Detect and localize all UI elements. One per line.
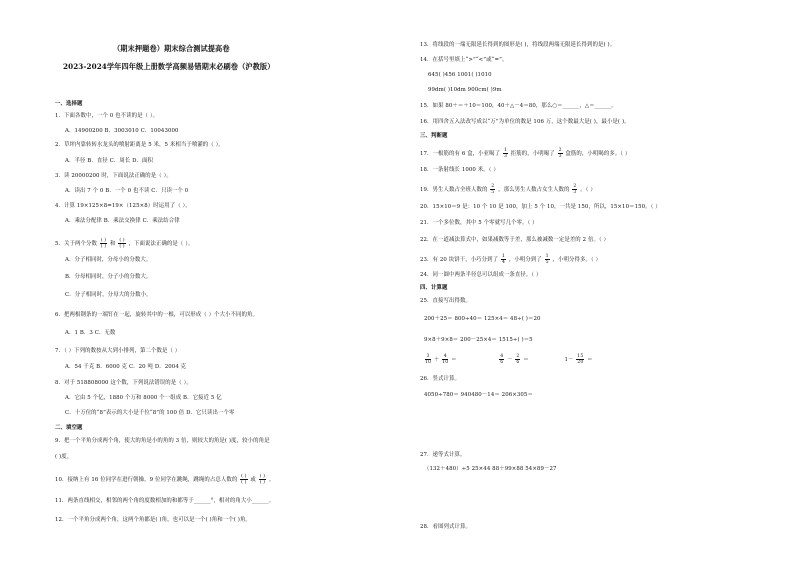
question-7: 7．（ ）下列的数按从大到小排列，第二个数是（ ） — [55, 348, 181, 354]
question-6-options: A．1 B．3 C．无数 — [65, 330, 116, 336]
blank-fraction: $\frac{( )}{( )}$ — [241, 474, 247, 485]
question-5-prefix: 5．关于两个分数 — [55, 241, 97, 247]
calc-row-1: 200＋25＝ 800÷40＝ 125×4＝ 48÷( )＝20 — [424, 316, 541, 322]
fraction-one-third: $\frac{1}{3}$ — [503, 148, 507, 159]
question-8-options-ab: A．它由 5 个亿，1880 个万和 8000 个一组成 B．它接近 5 亿 — [65, 395, 222, 401]
question-23 — [420, 254, 601, 265]
question-20: 20．15×10＝9 是：10 个 10 是 100，加上 5 个 10，一共是 150，所以，15×10＝150。（ ） — [420, 204, 661, 210]
question-24: 24．同一圆中两条半径总可以组成一条直径。（ ） — [420, 272, 542, 278]
question-17-middle: 拒筋的，小明喝了 — [510, 151, 555, 157]
fraction-one-fifth: $\frac{1}{5}$ — [545, 254, 549, 265]
question-10-or: 或 — [250, 477, 256, 483]
question-14-row-b: 99dm( )10dm 900cm( )9m — [428, 87, 502, 93]
calc-minus: － — [507, 357, 513, 363]
question-17-prefix: 17．一根筋的有 6 盒，小亚喝了 — [420, 151, 501, 157]
question-5 — [55, 238, 194, 249]
fraction-two-thirds: $\frac{2}{3}$ — [573, 184, 577, 195]
question-21: 21．一个多位数，其中 5 个零就写几个零。（ ） — [420, 220, 538, 226]
question-5-and: 和 — [109, 241, 116, 247]
question-22: 22．在一道减法算式中，如果减数等于差，那么被减数一定是差的 2 倍。（ ） — [420, 237, 610, 243]
fraction-three-tenths: $\frac{3}{10}$ — [425, 354, 432, 365]
question-4: 4．计算 19×125×8=19×（125×8）时运用了（ ）。 — [55, 203, 191, 209]
question-10-prefix: 10．接纳上有 16 位同学在进行朝操，9 位同学在跳绳，跳绳的占总人数的 — [55, 477, 238, 483]
vertical-calc-row: 4050÷780＝ 940480－14＝ 206×305＝ — [424, 392, 533, 398]
question-1-options: A．14900200 B．3003010 C．10043000 — [65, 128, 179, 134]
question-18: 18．一条射线长 1000 米。（ ） — [420, 167, 499, 173]
fraction-fifteen-twentieths: $\frac{15}{20}$ — [577, 354, 584, 365]
stepwise-calc-row: （132＋480）÷5 25×44 88＋99×88 54×89－27 — [424, 466, 557, 472]
right-column — [420, 0, 790, 562]
section-calc: 四、计算题 — [420, 285, 448, 291]
question-15: 15．如果 80＋＝＋10＝100，40＋△－4＝80，那么○＝______，△＝______。 — [420, 103, 617, 109]
calc-one: 1－ — [564, 357, 574, 363]
question-23-prefix: 23．有 20 块饼干，小巧分到了 — [420, 257, 499, 263]
calc-row-3 — [424, 354, 593, 365]
calc-equals: ＝ — [451, 357, 457, 363]
question-2: 2．草坪内靠转转水龙头的喷射距离是 5 米，5 米相当于喷灌的（ ）。 — [55, 142, 224, 148]
question-19-prefix: 19．男生人数占全班人数的 — [420, 187, 488, 193]
question-5-suffix: ，下面说法正确的是（ ）。 — [128, 241, 194, 247]
question-3-options: A．读出 7 个 0 B．一个 0 也不读 C．只读一个 0 — [65, 188, 189, 194]
question-11: 11．两条直线相交，相邻的两个角的度数相加的和都等于______°，相对的角大小______。 — [55, 498, 275, 504]
question-5-option-a: A．分子相同时，分母小的分数大。 — [65, 257, 152, 263]
left-column — [55, 0, 425, 562]
question-3: 3．读 20000200 时，下面说法正确的是（ ）。 — [55, 173, 172, 179]
question-4-options: A．乘法分配律 B．乘法交换律 C．乘法结合律 — [65, 218, 180, 224]
question-10-suffix: 。 — [268, 477, 275, 483]
fraction-four-tenths: $\frac{4}{10}$ — [442, 354, 449, 365]
question-27: 27．递等式计算。 — [420, 452, 466, 458]
question-5-option-c: C．分子相同时，分母大的分数小。 — [65, 292, 152, 298]
question-2-options: A．半径 B．直径 C．周长 D．面积 — [65, 158, 154, 164]
exam-subtitle: 2023-2024学年四年级上册数学高频易错期末必刷卷（沪教版） — [63, 62, 275, 71]
blank-fraction: $\frac{( )}{( )}$ — [100, 238, 107, 249]
question-25: 25．直接写出得数。 — [420, 298, 471, 304]
question-12: 12．一个平角分成两个角，这两个角都是( )角，也可以是一个( )角和一个( )角。 — [55, 517, 251, 523]
exam-title: （期末押题卷）期末综合测试提高卷 — [113, 44, 230, 53]
calc-equals: ＝ — [523, 357, 529, 363]
fraction-two-fifths: $\frac{2}{5}$ — [491, 184, 495, 195]
question-17-suffix: 盒筋的，小明喝的多。（ ） — [565, 151, 631, 157]
question-23-suffix: ，小明分得多。（ ） — [552, 257, 602, 263]
question-9-cont: ( )度。 — [55, 454, 73, 460]
question-10 — [55, 474, 274, 485]
fraction-two-thirds: $\frac{2}{3}$ — [558, 148, 562, 159]
blank-fraction: $\frac{( )}{( )}$ — [119, 238, 125, 249]
question-5-option-b: B．分母相同时，分子小的分数大。 — [65, 274, 152, 280]
question-9: 9．把一个平角分成两个角，使大的角是小的角的 3 倍，则较大的角是( )度，较小的角是 — [55, 438, 270, 444]
question-19 — [420, 184, 596, 195]
question-8-option-c: C．十万位的“8”表示的大小是千位“8”的 100 倍 D．它只读出一个零 — [65, 410, 235, 416]
question-19-middle: ，那么男生人数占女生人数的 — [498, 187, 570, 193]
question-7-options: A．54 千克 B．6000 克 C．20 吨 D．2004 克 — [65, 364, 187, 370]
question-16: 16．用四舍五入法改写成以“万”为单位的数是 106 万，这个数最大是( )，最小是( )。 — [420, 119, 630, 125]
question-17 — [420, 148, 630, 159]
question-19-suffix: 。（ ） — [580, 187, 596, 193]
fraction-four-sixths: $\frac{4}{6}$ — [500, 354, 504, 365]
section-choice: 一、选择题 — [55, 101, 83, 107]
fraction-one-fourth: $\frac{1}{4}$ — [501, 254, 506, 265]
question-26: 26．竖式计算。 — [420, 376, 461, 382]
question-28: 28．看图列式计算。 — [420, 524, 471, 530]
question-14-row-a: 645( )456 1001( )1010 — [428, 72, 492, 78]
section-judge: 三、判断题 — [420, 133, 448, 139]
question-8: 8．对于 518808000 这个数，下列说法错误的是（ ）。 — [55, 380, 192, 386]
question-1: 1．下面各数中，一个 0 也不读的是（ ）。 — [55, 113, 159, 119]
fraction-two-sixths: $\frac{2}{6}$ — [516, 354, 520, 365]
question-13: 13．将线段的一端无限延长得到的图形是( )，将线段两端无限延长得到的是( )。 — [420, 42, 616, 48]
calc-row-2: 9×8＋9×8＝ 200－25×4＝ 1515÷( )＝5 — [424, 337, 533, 343]
blank-fraction: $\frac{( )}{( )}$ — [259, 474, 266, 485]
question-14: 14．在括号里填上“>”“<”或“=”。 — [420, 57, 508, 63]
calc-plus: ＋ — [433, 357, 440, 363]
calc-equals: ＝ — [587, 357, 593, 363]
question-23-middle: ，小明分到了 — [508, 257, 542, 263]
section-fill: 二、填空题 — [55, 425, 83, 431]
question-6: 6．把两根钢条的一端钉在一起，旋转其中的一根，可以形成（ ）个大小不同的角。 — [55, 312, 259, 318]
